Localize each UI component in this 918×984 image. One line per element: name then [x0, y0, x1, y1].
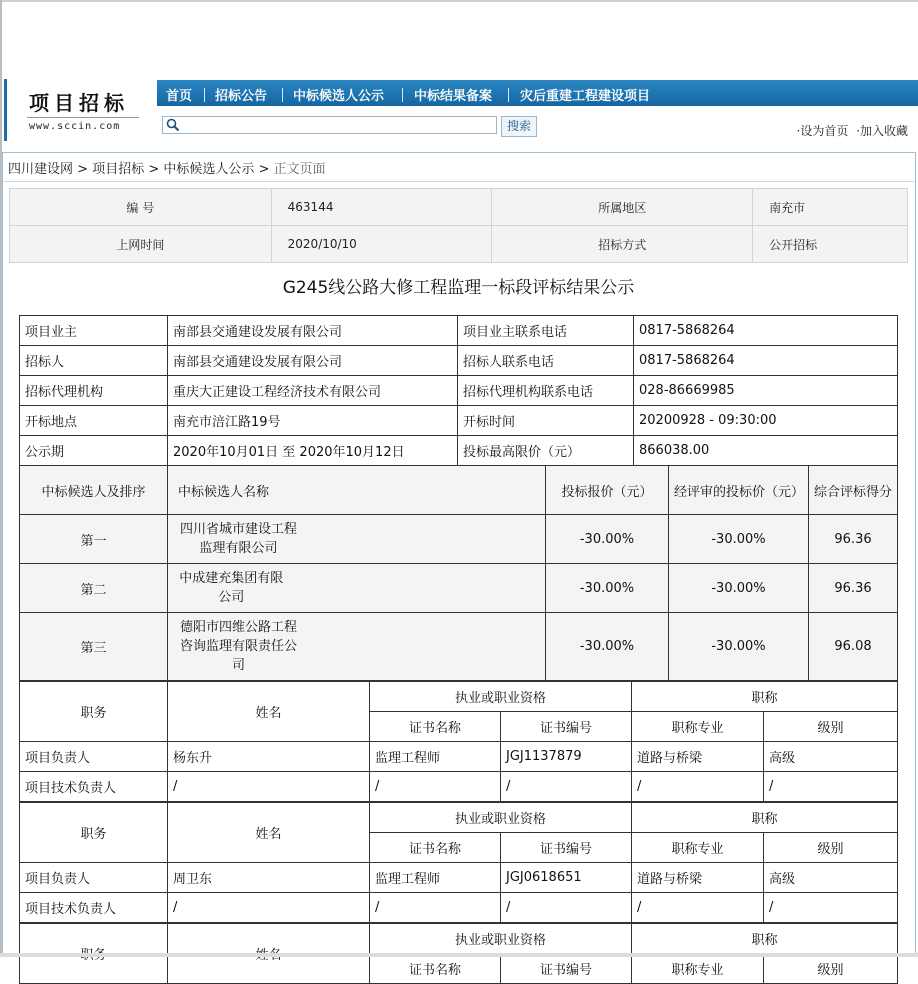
- field-label: 开标时间: [458, 406, 634, 436]
- candidate-name: 四川省城市建设工程监理有限公司: [179, 522, 297, 556]
- staff-name: 杨东升: [168, 742, 370, 772]
- candidate-score: 96.08: [809, 613, 898, 681]
- staff-header-cert-no: 证书编号: [501, 954, 632, 984]
- staff-header-cert-name: 证书名称: [370, 833, 501, 863]
- staff-header-qualification: 执业或职业资格: [370, 803, 632, 833]
- candidate-bid: -30.00%: [546, 515, 669, 564]
- candidates-header: 中标候选人及排序: [20, 466, 168, 515]
- staff-cert-no: /: [501, 772, 632, 802]
- nav-separator: [508, 88, 509, 102]
- candidate-name: 中成建充集团有限公司: [179, 571, 284, 605]
- field-value: 0817-5868264: [634, 316, 898, 346]
- staff-level: 高级: [764, 863, 898, 893]
- logo-title: 项目招标: [29, 91, 129, 115]
- page-title: G245线公路大修工程监理一标段评标结果公示: [282, 278, 635, 298]
- breadcrumb-separator: >: [77, 162, 89, 177]
- staff-header-qualification: 执业或职业资格: [370, 682, 632, 712]
- site-logo[interactable]: [4, 79, 157, 141]
- staff-duty: 项目负责人: [20, 742, 168, 772]
- staff-duty: 项目技术负责人: [20, 893, 168, 923]
- staff-level: /: [764, 772, 898, 802]
- search-bar: [157, 106, 918, 142]
- search-icon: [166, 118, 180, 132]
- candidate-evaluated-bid: -30.00%: [669, 515, 809, 564]
- staff-header-level: 级别: [764, 712, 898, 742]
- info-label: 招标方式: [492, 226, 753, 263]
- field-value: 重庆大正建设工程经济技术有限公司: [168, 376, 458, 406]
- breadcrumb-item[interactable]: 项目招标: [92, 162, 145, 177]
- horizontal-scrollbar[interactable]: [0, 953, 918, 957]
- breadcrumb-current: 正文页面: [273, 162, 326, 177]
- field-value: 2020年10月01日 至 2020年10月12日: [168, 436, 458, 466]
- staff-duty: 项目技术负责人: [20, 772, 168, 802]
- info-value: 公开招标: [753, 226, 908, 263]
- search-input[interactable]: [162, 116, 497, 134]
- staff-specialty: 道路与桥梁: [632, 863, 764, 893]
- staff-header-cert-name: 证书名称: [370, 712, 501, 742]
- staff-header-title: 职称: [632, 682, 898, 712]
- candidates-header: 投标报价（元）: [546, 466, 669, 515]
- candidate-row: [20, 613, 898, 681]
- top-border: [0, 0, 918, 2]
- nav-separator: [282, 88, 283, 102]
- breadcrumb-item[interactable]: 四川建设网: [8, 162, 74, 177]
- info-label: 上网时间: [10, 226, 272, 263]
- breadcrumb-separator: >: [258, 162, 270, 177]
- staff-cert-no: /: [501, 893, 632, 923]
- staff-header-cert-no: 证书编号: [501, 833, 632, 863]
- top-links: [793, 122, 908, 139]
- nav-candidate-notice[interactable]: 中标候选人公示: [293, 89, 385, 104]
- breadcrumb-separator: >: [148, 162, 160, 177]
- logo-url: www.sccin.com: [29, 121, 121, 132]
- staff-header-qualification: 执业或职业资格: [370, 924, 632, 954]
- info-table: [9, 188, 908, 263]
- nav-home[interactable]: 首页: [166, 89, 193, 104]
- staff-level: /: [764, 893, 898, 923]
- candidate-score: 96.36: [809, 564, 898, 613]
- staff-row: [20, 772, 898, 802]
- basic-info-table: [19, 315, 898, 466]
- staff-name: /: [168, 772, 370, 802]
- staff-header-duty: 职务: [20, 682, 168, 742]
- field-value: 20200928 - 09:30:00: [634, 406, 898, 436]
- main-nav: [157, 80, 918, 106]
- info-value: 2020/10/10: [271, 226, 492, 263]
- candidates-header: 经评审的投标价（元）: [669, 466, 809, 515]
- staff-cert-name: 监理工程师: [370, 863, 501, 893]
- info-label: 所属地区: [492, 189, 753, 226]
- candidate-name-cell: [168, 564, 546, 613]
- candidate-rank: 第三: [20, 613, 168, 681]
- candidate-rank: 第一: [20, 515, 168, 564]
- nav-separator: [204, 88, 205, 102]
- field-value: 0817-5868264: [634, 346, 898, 376]
- staff-cert-name: /: [370, 772, 501, 802]
- staff-header-title: 职称: [632, 803, 898, 833]
- staff-header-name: 姓名: [168, 803, 370, 863]
- breadcrumb-item[interactable]: 中标候选人公示: [163, 162, 255, 177]
- staff-duty: 项目负责人: [20, 863, 168, 893]
- add-favorite-link[interactable]: ·加入收藏: [856, 124, 908, 138]
- field-label: 招标人: [20, 346, 168, 376]
- staff-cert-no: JGJ0618651: [501, 863, 632, 893]
- field-label: 招标人联系电话: [458, 346, 634, 376]
- candidate-evaluated-bid: -30.00%: [669, 564, 809, 613]
- staff-header-name: 姓名: [168, 682, 370, 742]
- breadcrumb-divider: [3, 181, 915, 182]
- nav-result-record[interactable]: 中标结果备案: [414, 89, 493, 104]
- info-value: 南充市: [753, 189, 908, 226]
- candidate-bid: -30.00%: [546, 613, 669, 681]
- candidate-bid: -30.00%: [546, 564, 669, 613]
- staff-cert-name: /: [370, 893, 501, 923]
- candidate-row: [20, 564, 898, 613]
- candidates-header: 中标候选人名称: [168, 466, 546, 515]
- field-label: 招标代理机构联系电话: [458, 376, 634, 406]
- candidate-row: [20, 515, 898, 564]
- staff-specialty: 道路与桥梁: [632, 742, 764, 772]
- field-label: 招标代理机构: [20, 376, 168, 406]
- info-label: 编 号: [10, 189, 272, 226]
- candidate-name-cell: [168, 515, 546, 564]
- candidate-name: 德阳市四维公路工程咨询监理有限责任公司: [179, 620, 297, 673]
- logo-divider: [27, 117, 139, 118]
- field-label: 项目业主联系电话: [458, 316, 634, 346]
- table-row: [20, 346, 898, 376]
- staff-row: [20, 893, 898, 923]
- field-label: 投标最高限价（元）: [458, 436, 634, 466]
- staff-header-cert-name: 证书名称: [370, 954, 501, 984]
- staff-header-level: 级别: [764, 954, 898, 984]
- staff-header-level: 级别: [764, 833, 898, 863]
- table-row: [20, 436, 898, 466]
- staff-header-specialty: 职称专业: [632, 833, 764, 863]
- table-row: [20, 316, 898, 346]
- set-homepage-link[interactable]: ·设为首页: [796, 124, 849, 138]
- table-row: [20, 376, 898, 406]
- candidate-evaluated-bid: -30.00%: [669, 613, 809, 681]
- breadcrumb: [8, 158, 326, 177]
- staff-row: [20, 863, 898, 893]
- candidates-table: [19, 465, 898, 681]
- staff-cert-name: 监理工程师: [370, 742, 501, 772]
- staff-header-cert-no: 证书编号: [501, 712, 632, 742]
- staff-level: 高级: [764, 742, 898, 772]
- field-value: 866038.00: [634, 436, 898, 466]
- staff-name: 周卫东: [168, 863, 370, 893]
- staff-header-specialty: 职称专业: [632, 954, 764, 984]
- field-value: 南部县交通建设发展有限公司: [168, 316, 458, 346]
- field-value: 南部县交通建设发展有限公司: [168, 346, 458, 376]
- staff-specialty: /: [632, 772, 764, 802]
- info-value: 463144: [271, 189, 492, 226]
- candidates-header: 综合评标得分: [809, 466, 898, 515]
- staff-table: [19, 681, 898, 802]
- nav-rebuild-projects[interactable]: 灾后重建工程建设项目: [520, 89, 651, 104]
- staff-row: [20, 742, 898, 772]
- search-button[interactable]: 搜索: [501, 116, 537, 137]
- field-label: 开标地点: [20, 406, 168, 436]
- nav-tender-notice[interactable]: 招标公告: [215, 89, 268, 104]
- staff-specialty: /: [632, 893, 764, 923]
- table-row: [20, 406, 898, 436]
- field-value: 南充市涪江路19号: [168, 406, 458, 436]
- staff-header-title: 职称: [632, 924, 898, 954]
- candidate-name-cell: [168, 613, 546, 681]
- field-label: 项目业主: [20, 316, 168, 346]
- staff-name: /: [168, 893, 370, 923]
- staff-header-specialty: 职称专业: [632, 712, 764, 742]
- staff-cert-no: JGJ1137879: [501, 742, 632, 772]
- staff-table: [19, 802, 898, 923]
- candidate-score: 96.36: [809, 515, 898, 564]
- field-label: 公示期: [20, 436, 168, 466]
- staff-header-duty: 职务: [20, 803, 168, 863]
- field-value: 028-86669985: [634, 376, 898, 406]
- candidate-rank: 第二: [20, 564, 168, 613]
- nav-separator: [402, 88, 403, 102]
